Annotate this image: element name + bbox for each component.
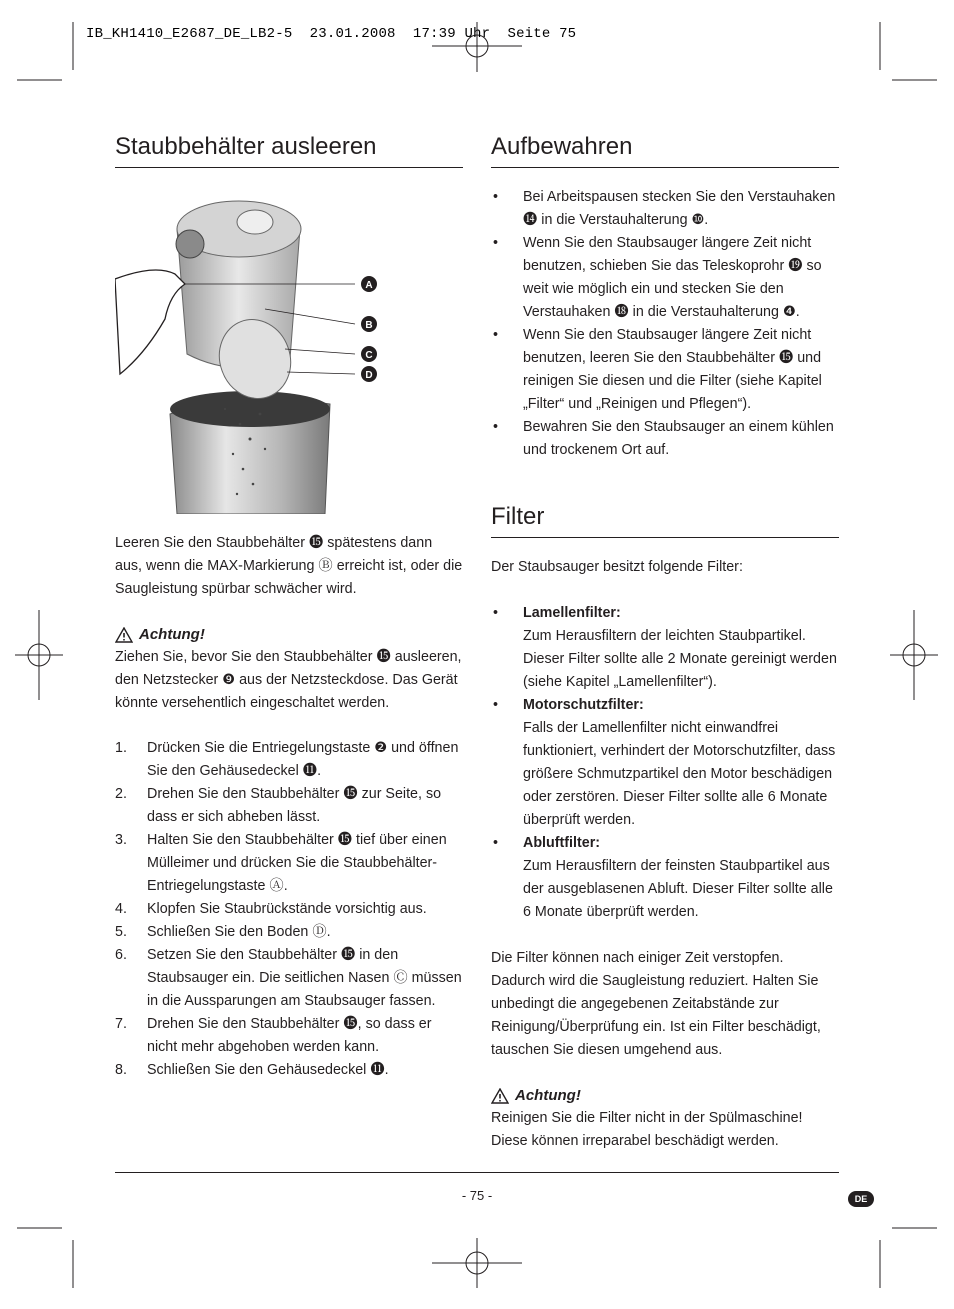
figure-label-b: B	[365, 320, 373, 331]
steps-list	[115, 737, 463, 1082]
list-item: 1. Drücken Sie die Entriegelungstaste ❷ und öffnen Sie den Gehäusedeckel ⓫.	[115, 740, 459, 779]
intro-paragraph: Leeren Sie den Staubbehälter ⓯ spätestens dann aus, wenn die MAX-Markierung Ⓑ erreicht ist, oder die Saugleistung spürbar schwächer wird.	[115, 535, 463, 597]
warning-triangle-icon	[115, 627, 133, 643]
list-item: • Wenn Sie den Staubsauger längere Zeit nicht benutzen, schieben Sie das Teleskoprohr ⓳ so weit wie möglich ein und stecken Sie den Verstauhaken ⓲ in die Verstauhalterung ❹.	[493, 235, 822, 320]
section-title-filter: Filter	[491, 502, 839, 538]
page-number: - 75 -	[461, 1188, 493, 1203]
list-item: • Wenn Sie den Staubsauger längere Zeit nicht benutzen, leeren Sie den Staubbehälter ⓯ und reinigen Sie diesen und die Filter (siehe Kapitel „Filter“ und „Reinigen und Pflegen“).	[493, 327, 822, 412]
warning-triangle-icon	[491, 1088, 509, 1104]
print-slug: IB_KH1410_E2687_DE_LB2-5 23.01.2008 17:39 Uhr Seite 75	[86, 26, 577, 42]
list-item: 5. Schließen Sie den Boden Ⓓ.	[115, 924, 331, 940]
list-item: 7. Drehen Sie den Staubbehälter ⓯, so dass er nicht mehr abgehoben werden kann.	[115, 1016, 432, 1055]
list-item: 6. Setzen Sie den Staubbehälter ⓯ in den Staubsauger ein. Die seitlichen Nasen Ⓒ müssen in die Aussparungen am Staubsauger fassen.	[115, 947, 462, 1009]
storage-list	[491, 186, 839, 462]
figure-label-d: D	[365, 370, 373, 381]
list-item: • Bewahren Sie den Staubsauger an einem kühlen und trockenem Ort auf.	[493, 419, 834, 458]
list-item: 4. Klopfen Sie Staubrückstände vorsichtig aus.	[115, 901, 427, 917]
list-item: 3. Halten Sie den Staubbehälter ⓯ tief über einen Mülleimer und drücken Sie die Staubbehälter-Entriegelungstaste Ⓐ.	[115, 832, 447, 894]
list-item: • Motorschutzfilter: Falls der Lamellenfilter nicht einwandfrei funktioniert, verhindert der Motorschutzfilter, dass größere Schmutzpartikel den Motor beschädigen oder zerstören. Dieser Filter sollte alle 6 Monate überprüft werden.	[493, 697, 836, 828]
left-column	[115, 132, 463, 1082]
right-column	[491, 132, 839, 1153]
list-item: • Bei Arbeitspausen stecken Sie den Verstauhaken ⓮ in die Verstauhalterung ❿.	[493, 189, 836, 228]
warning-heading	[491, 1084, 839, 1107]
filter-list	[491, 602, 839, 924]
footer-divider	[115, 1172, 839, 1173]
warning-label: Achtung!	[139, 626, 205, 643]
list-item: 8. Schließen Sie den Gehäusedeckel ⓫.	[115, 1062, 389, 1078]
section-title-empty-dust-container: Staubbehälter ausleeren	[115, 132, 463, 168]
section-title-storage: Aufbewahren	[491, 132, 839, 168]
filter-intro: Der Staubsauger besitzt folgende Filter:	[491, 559, 743, 575]
figure-label-c: C	[365, 350, 373, 361]
dust-container-illustration	[115, 184, 463, 514]
filter-note: Die Filter können nach einiger Zeit verstopfen. Dadurch wird die Saugleistung reduziert. Halten Sie unbedingt die angegebenen Zeitabstände zur Reinigung/Überprüfung ein. Ist ein Filter beschädigt, tauschen Sie diesen umgehend aus.	[491, 950, 821, 1058]
warning-heading	[115, 623, 463, 646]
list-item: • Lamellenfilter: Zum Herausfiltern der leichten Staubpartikel. Dieser Filter sollte alle 2 Monate gereinigt werden (siehe Kapitel „Lamellenfilter“).	[493, 605, 837, 690]
warning-text: Ziehen Sie, bevor Sie den Staubbehälter ⓯ ausleeren, den Netzstecker ❾ aus der Netzsteckdose. Das Gerät könnte versehentlich eingeschaltet werden.	[115, 649, 462, 711]
warning-label: Achtung!	[515, 1087, 581, 1104]
language-badge: DE	[848, 1191, 874, 1207]
warning-text: Reinigen Sie die Filter nicht in der Spülmaschine! Diese können irreparabel beschädigt werden.	[491, 1110, 803, 1149]
figure-label-a: A	[365, 280, 373, 291]
list-item: 2. Drehen Sie den Staubbehälter ⓯ zur Seite, so dass er sich abheben lässt.	[115, 786, 442, 825]
list-item: • Abluftfilter: Zum Herausfiltern der feinsten Staubpartikel aus der ausgeblasenen Abluft. Dieser Filter sollte alle 6 Monate überprüft werden.	[493, 835, 833, 920]
